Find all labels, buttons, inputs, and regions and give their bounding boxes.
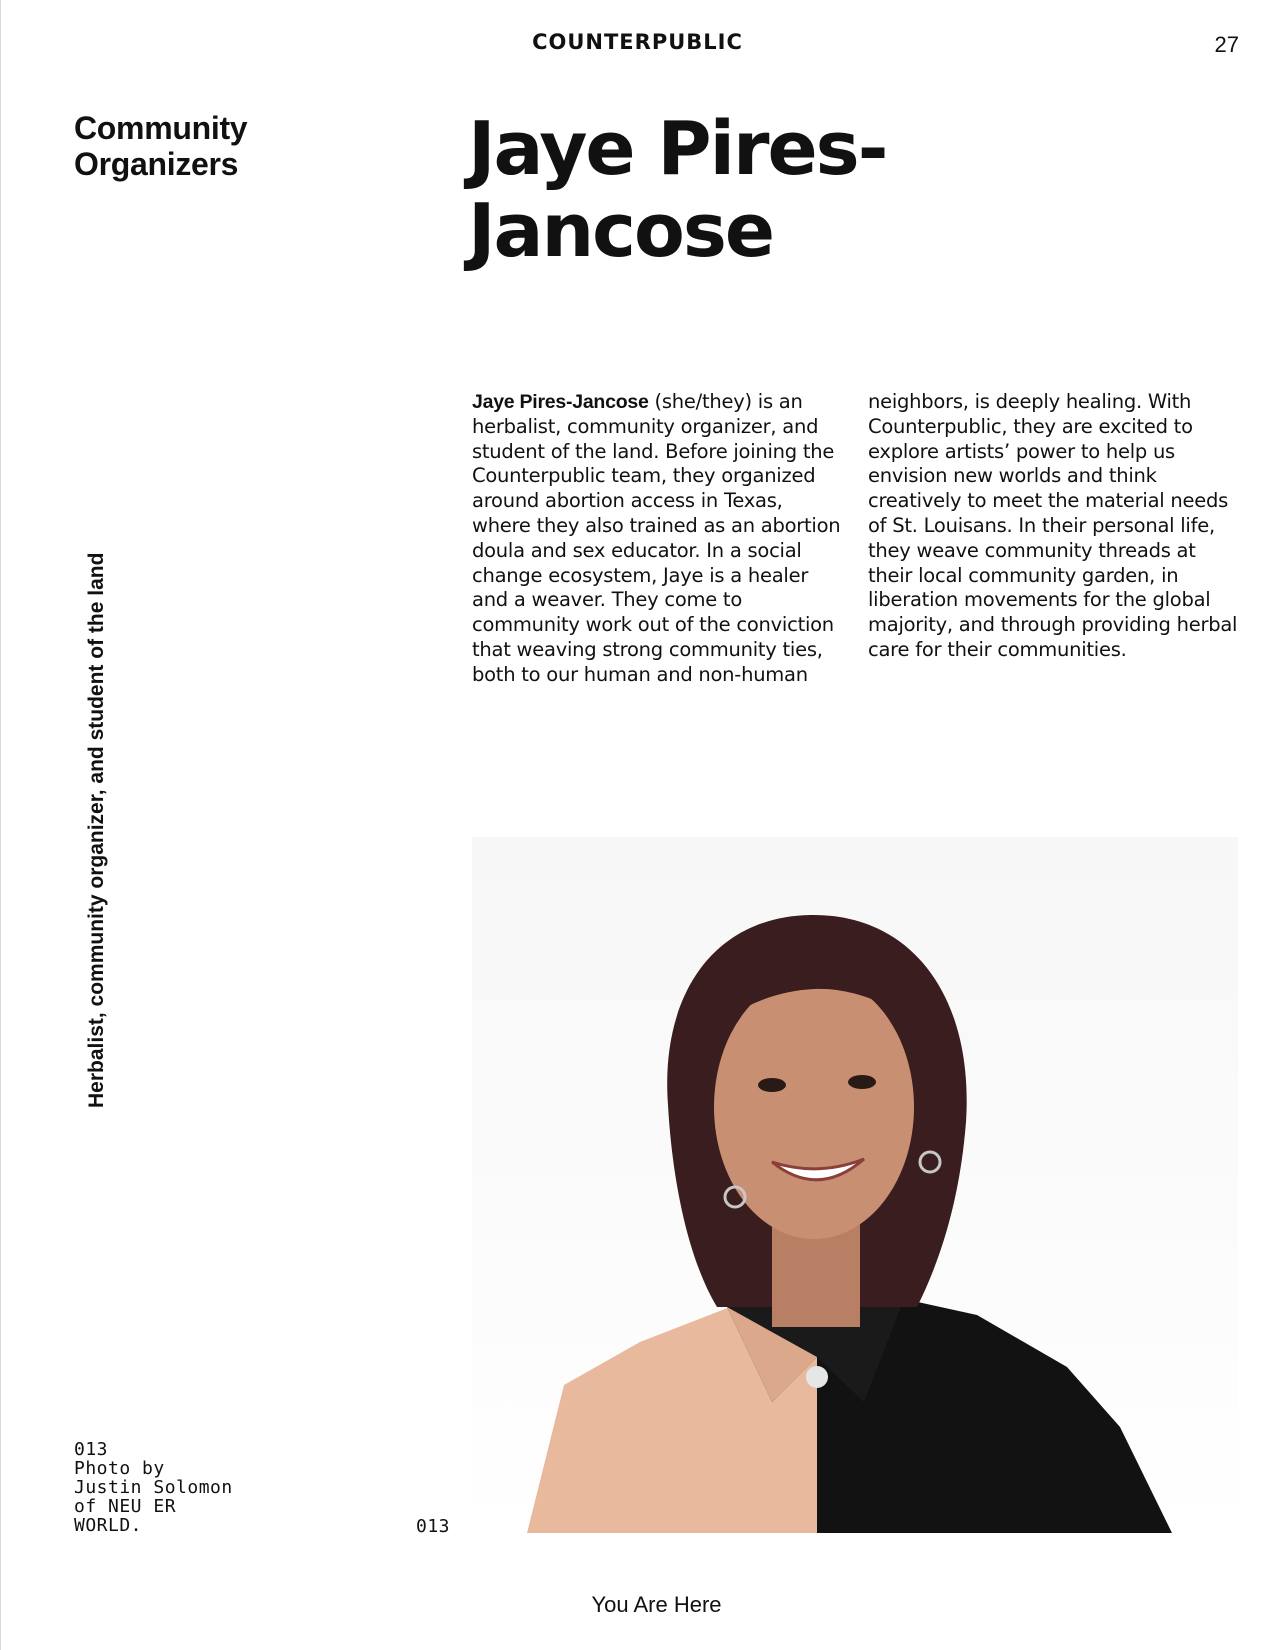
portrait-eye-right [848,1075,876,1089]
page-edge-rule [0,0,1,1650]
profile-name-title [468,108,1028,272]
page-number: 27 [1214,32,1239,57]
masthead-logo: COUNTERPUBLIC [532,30,743,54]
footer-title: You Are Here [591,1592,722,1617]
bio-name: Jaye Pires-Jancose [472,391,649,413]
portrait-illustration [472,837,1238,1533]
portrait-collar-pin [806,1366,828,1388]
profile-name-line1: Jaye Pires- [468,106,887,192]
bio-column-1-text: (she/they) is an herbalist, community organizer, and student of the land. Before joining the Counterpublic team, they organized around abortion access in Texas, where they also trained as an abortion doula and sex educator. In a social change ecosystem, Jaye is a healer and a weaver. They come to community work out of the conviction that weaving strong community ties, both to our human and non-human [472,390,841,686]
section-label-line2: Organizers [74,146,239,182]
bio-column-2: neighbors, is deeply healing. With Counterpublic, they are excited to explore artists’ power to help us envision new worlds and think creatively to meet the material needs of St. Louisans. In their personal life, they weave community threads at their local community garden, in liberation movements for the global majority, and through providing herbal care for their communities. [868,390,1238,661]
section-label-line1: Community [74,110,248,146]
portrait-photo [472,837,1238,1533]
profile-name-line2: Jancose [468,188,774,274]
bio-column-1 [472,390,842,688]
portrait-eye-left [758,1078,786,1092]
profile-tagline: Herbalist, community organizer, and student of the land [85,552,108,1108]
section-label [74,110,334,182]
photo-caption: 013 Photo by Justin Solomon of NEU ER WORLD. [74,1439,233,1536]
photo-caption-number: 013 [416,1516,451,1537]
